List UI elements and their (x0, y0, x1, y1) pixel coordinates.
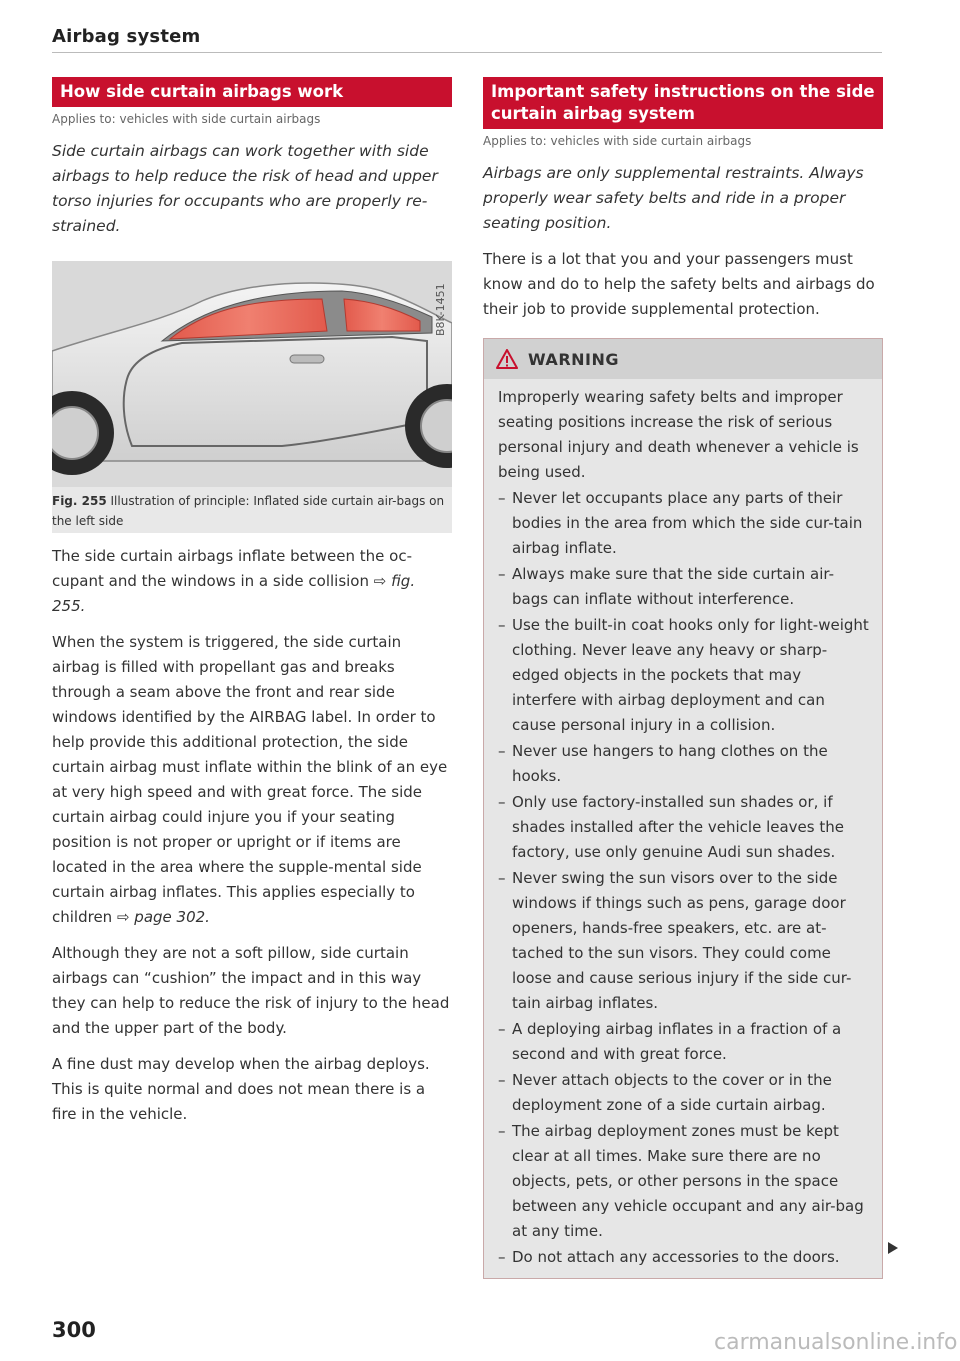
paragraph-passengers: There is a lot that you and your passengers must know and do to help the safety belts and airbags do their job to provide supplemental protection. (483, 250, 875, 318)
continue-arrow-icon[interactable] (888, 1242, 898, 1254)
figure-reference-link[interactable]: ⇨ fig. 255. (52, 572, 416, 615)
header-rule (52, 52, 882, 53)
figure-255 (52, 261, 452, 533)
page-number: 300 (52, 1318, 96, 1342)
right-column (483, 77, 883, 1279)
figure-caption (52, 487, 452, 533)
warning-item: – Never use hangers to hang clothes on the hooks. (498, 739, 870, 789)
paragraph-triggered-text: When the system is triggered, the side curtain airbag is filled with propellant gas and breaks through a seam above the front and rear side windows identified by the AIRBAG label. In order to help provide this additional protection, the side curtain airbag must inflate within the blink of an eye at very high speed and with great force. The side curtain airbag could injure you if your seating position is not proper or upright or if items are located in the area where the supple-mental side curtain airbag inflates. This applies especially to children (52, 633, 448, 926)
warning-item: – Always make sure that the side curtain air-bags can inflate without interference. (498, 562, 870, 612)
paragraph-inflate (52, 544, 452, 619)
warning-lead: Improperly wearing safety belts and improper seating positions increase the risk of serious personal injury and death whenever a vehicle is being used. (498, 388, 859, 481)
watermark: carmanualsonline.info (714, 1330, 958, 1355)
running-header: Airbag system (52, 26, 201, 47)
paragraph-inflate-text: The side curtain airbags inflate between the oc-cupant and the windows in a side collision (52, 547, 412, 590)
paragraph-triggered (52, 630, 452, 930)
applies-to-note: Applies to: vehicles with side curtain airbags (483, 134, 752, 148)
car-airbag-illustration (52, 261, 452, 487)
warning-item: – Do not attach any accessories to the doors. (498, 1245, 870, 1270)
warning-item: – A deploying airbag inflates in a fraction of a second and with great force. (498, 1017, 870, 1067)
door-handle (290, 355, 324, 363)
left-column (52, 77, 452, 1127)
figure-caption-text: Illustration of principle: Inflated side curtain air-bags on the left side (52, 494, 445, 528)
paragraph-cushion: Although they are not a soft pillow, side curtain airbags can “cushion” the impact and in this way they can help to reduce the risk of injury to the head and the upper part of the body. (52, 944, 450, 1037)
warning-body (484, 379, 882, 1278)
warning-item: – The airbag deployment zones must be kept clear at all times. Make sure there are no objects, pets, or other persons in the space between any vehicle occupant and any air-bag at any time. (498, 1119, 870, 1244)
applies-to-note: Applies to: vehicles with side curtain airbags (52, 112, 321, 126)
warning-item: – Only use factory-installed sun shades or, if shades installed after the vehicle leaves the factory, use only genuine Audi sun shades. (498, 790, 870, 865)
warning-list (498, 486, 870, 1270)
section-intro: Side curtain airbags can work together with side airbags to help reduce the risk of head and upper torso injuries for occupants who are properly re-strained. (52, 142, 438, 235)
warning-box (483, 338, 883, 1279)
warning-item: – Never let occupants place any parts of their bodies in the area from which the side cur-tain airbag inflate. (498, 486, 870, 561)
paragraph-dust: A fine dust may develop when the airbag deploys. This is quite normal and does not mean there is a fire in the vehicle. (52, 1055, 430, 1123)
section-title-side-curtain-airbags: How side curtain airbags work (52, 77, 452, 107)
figure-code: B8K-1451 (434, 283, 447, 336)
warning-item: – Never swing the sun visors over to the side windows if things such as pens, garage door openers, hands-free speakers, etc. are at-tached to the sun visors. They could come loose and cause serious injury if the side cur-tain airbag inflates. (498, 866, 870, 1016)
warning-label: WARNING (528, 349, 619, 369)
page-reference-link[interactable]: ⇨ page 302. (116, 908, 210, 926)
warning-item: – Never attach objects to the cover or in the deployment zone of a side curtain airbag. (498, 1068, 870, 1118)
warning-item: – Use the built-in coat hooks only for light-weight clothing. Never leave any heavy or sharp-edged objects in the pockets that may interfere with airbag deployment and can cause personal injury in a collision. (498, 613, 870, 738)
section-intro: Airbags are only supplemental restraints. Always properly wear safety belts and ride in a proper seating position. (483, 164, 864, 232)
section-title-safety-instructions: Important safety instructions on the side curtain airbag system (483, 77, 883, 129)
warning-header (484, 339, 882, 379)
warning-triangle-icon (496, 349, 518, 369)
figure-label: Fig. 255 (52, 494, 107, 508)
